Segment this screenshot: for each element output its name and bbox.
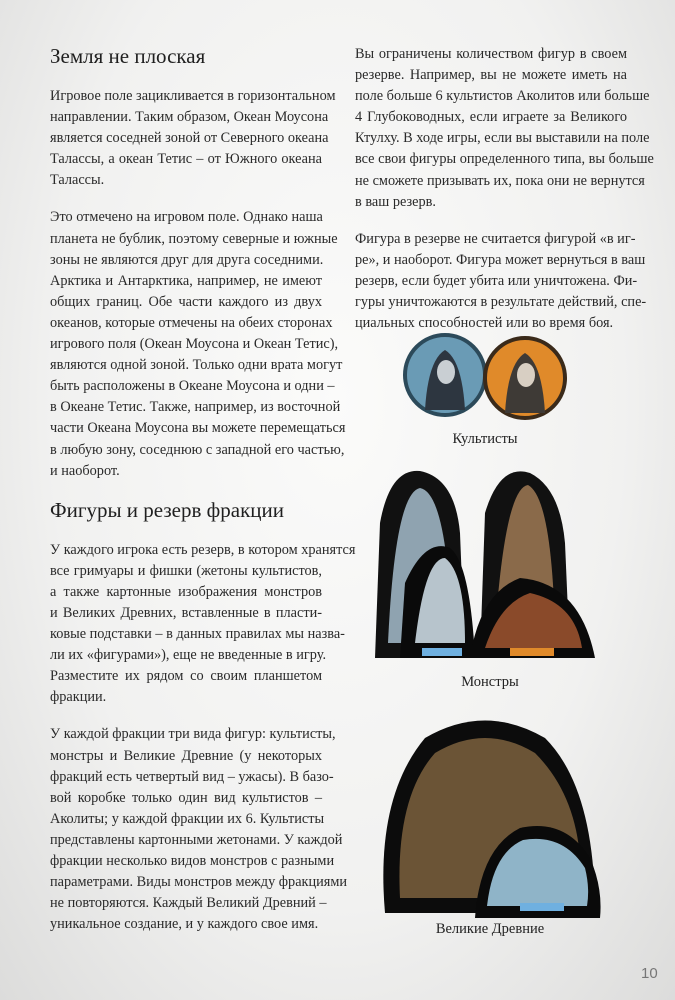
text-line: Ктулху. В ходе игры, если вы выставили на поле	[355, 130, 650, 147]
page-number: 10	[641, 965, 658, 982]
heading-figures-reserve: Фигуры и резерв фракции	[50, 497, 284, 522]
left-column	[50, 44, 356, 951]
text-line: параметрами. Виды монстров между фракциями	[50, 874, 348, 891]
great-old-ones-image	[375, 708, 605, 918]
text-line: ли их «фигурами»), еще не введенные в игру.	[50, 647, 327, 664]
text-line: ковые подставки – в данных правилах мы назва-	[50, 626, 345, 643]
text-line: Талассы, а океан Тетис – от Южного океана	[50, 151, 322, 168]
text-line: в любую зону, соседнюю с западной его частью,	[50, 441, 345, 458]
text-line: ре», и наоборот. Фигура может вернуться в ваш	[355, 251, 646, 268]
caption-cultists: Культисты	[452, 431, 518, 447]
text-line: вой коробке только один вид культистов –	[50, 789, 322, 806]
paragraph	[50, 86, 336, 191]
text-line: резерве. Например, вы не можете иметь на	[355, 67, 627, 84]
text-line: резерв, если будет убита или уничтожена. Фи-	[355, 272, 638, 289]
text-line: планета не бублик, поэтому северные и южные	[50, 230, 338, 247]
text-line: не сможете призывать их, пока они не вернутся	[355, 172, 645, 189]
text-line: Это отмечено на игровом поле. Однако наша	[50, 209, 323, 226]
paragraph	[50, 724, 348, 935]
paragraph	[50, 207, 346, 481]
text-line: У каждого игрока есть резерв, в котором хранятся	[50, 541, 356, 558]
text-line: фракций есть четвертый вид – ужасы). В базо-	[50, 768, 334, 785]
text-line: в Океане Тетис. Также, например, из восточной	[50, 399, 341, 416]
text-line: быть расположены в Океане Моусона и одни –	[50, 378, 335, 395]
right-column	[355, 44, 654, 350]
paragraph	[355, 44, 654, 213]
text-line: поле больше 6 культистов Аколитов или больше	[355, 88, 650, 105]
text-line: зоны не являются друг для друга соседними.	[50, 251, 324, 268]
section-reserve-limits	[355, 44, 654, 334]
caption-monsters: Монстры	[461, 674, 519, 690]
text-line: Вы ограничены количеством фигур в своем	[355, 46, 627, 62]
text-line: является соседней зоной от Северного океана	[50, 130, 329, 147]
text-line: 4 Глубоководных, если играете за Великого	[355, 109, 627, 126]
monsters-image	[370, 463, 600, 663]
text-line: в ваш резерв.	[355, 193, 436, 210]
text-line: представлены картонными жетонами. У каждой	[50, 831, 343, 848]
text-line: и Великих Древних, вставленные в пласти-	[50, 604, 322, 621]
text-line: Арктика и Антарктика, например, не имеют	[50, 272, 322, 289]
paragraph	[50, 540, 356, 709]
cultist-tokens-image	[400, 330, 570, 430]
text-line: все свои фигуры определенного типа, вы больше	[355, 151, 654, 168]
text-line: Талассы.	[50, 172, 105, 189]
section-earth	[50, 86, 346, 482]
text-line: и наоборот.	[50, 462, 120, 479]
text-line: гуры уничтожаются в результате действий, спе-	[355, 294, 647, 311]
caption-great-old-ones: Великие Древние	[435, 921, 545, 937]
text-line: являются одной зоной. Только одни врата могут	[50, 357, 343, 374]
text-line: Аколиты; у каждой фракции их 6. Культисты	[50, 810, 325, 827]
text-line: фракции несколько видов монстров с разными	[50, 853, 335, 869]
text-line: циальных способностей или во время боя.	[355, 315, 614, 332]
heading-earth-not-flat: Земля не плоская	[50, 44, 206, 68]
text-line: части Океана Моусона вы можете перемещаться	[50, 420, 346, 437]
text-line: Игровое поле зацикливается в горизонтальном	[50, 88, 336, 104]
text-line: направлении. Таким образом, Океан Моусона	[50, 109, 329, 126]
text-line: уникальное создание, и у каждого свое имя.	[50, 916, 319, 933]
text-line: У каждой фракции три вида фигур: культисты,	[50, 726, 336, 743]
text-line: Разместите их рядом со своим планшетом	[50, 668, 322, 685]
text-line: не повторяются. Каждый Великий Древний –	[50, 895, 327, 912]
text-line: а также картонные изображения монстров	[50, 583, 322, 600]
text-line: все гримуары и фишки (жетоны культистов,	[50, 562, 322, 579]
text-line: монстры и Великие Древние (у некоторых	[50, 747, 322, 764]
paragraph	[355, 229, 647, 334]
text-line: океанов, которые отмечены на обеих сторонах	[50, 314, 333, 331]
section-figures	[50, 540, 356, 936]
text-line: общих границ. Обе части каждого из двух	[50, 293, 322, 310]
text-line: фракции.	[50, 689, 107, 706]
text-line: игрового поля (Океан Моусона и Океан Тетис),	[50, 336, 339, 353]
text-line: Фигура в резерве не считается фигурой «в иг-	[355, 230, 636, 247]
